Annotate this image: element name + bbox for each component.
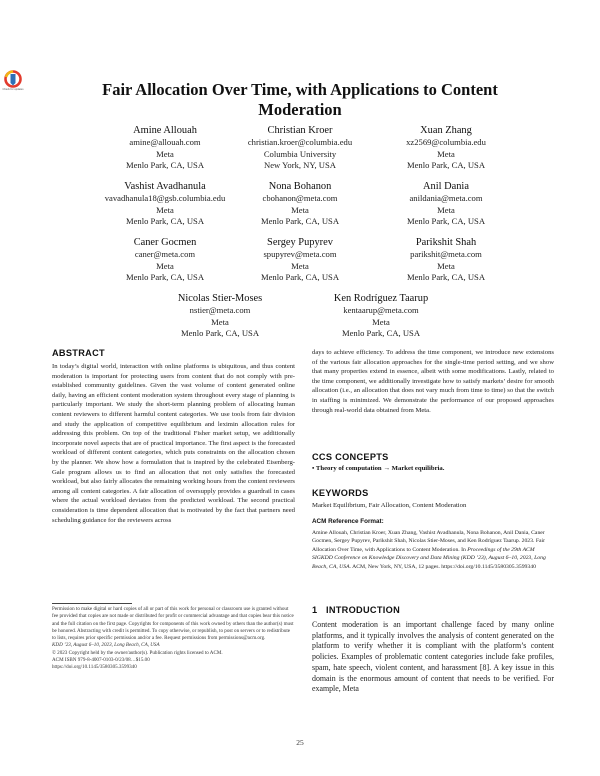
- author-block: [222, 124, 378, 172]
- author-location: Menlo Park, CA, USA: [260, 272, 340, 283]
- author-email[interactable]: amine@allouah.com: [129, 137, 201, 147]
- permission-notice: Permission to make digital or hard copies of all or part of this work for personal or classroom use is granted without fee provided that copies are not made or distributed for profit or commercial advantage and that copies bear this notice and the full citation on the first page. Copyrights for components of this work owned by others than the author(s) must be honored. Abstracting with credit is permitted. To copy otherwise, or republish, to post on servers or to redistribute to lists, requires prior specific permission and/or a fee. Request permissions from permissions@acm.org.: [52, 606, 294, 642]
- author-affiliation: Meta: [291, 260, 309, 271]
- author-affiliation: Meta: [291, 204, 309, 215]
- author-location: Menlo Park, CA, USA: [180, 328, 260, 339]
- author-affiliation: Columbia University: [263, 148, 337, 159]
- keywords-heading: KEYWORDS: [312, 488, 369, 498]
- keywords-list: Market Equilibrium, Fair Allocation, Content Moderation: [312, 502, 467, 509]
- author-location: Menlo Park, CA, USA: [125, 216, 205, 227]
- isbn-line: ACM ISBN 979-8-4007-0103-0/23/08…$15.00: [52, 657, 150, 664]
- reference-format-heading: ACM Reference Format:: [312, 518, 384, 525]
- abstract-body: [52, 362, 295, 582]
- author-email[interactable]: nstier@meta.com: [189, 305, 251, 315]
- badge-label: Check for updates: [2, 88, 24, 91]
- author-block: [368, 180, 524, 228]
- reference-format-body: [312, 529, 554, 571]
- author-name: Vashist Avadhanula: [124, 181, 206, 192]
- author-location: Menlo Park, CA, USA: [406, 272, 486, 283]
- author-block: [87, 124, 243, 172]
- author-affiliation: Meta: [156, 148, 174, 159]
- page-number: 25: [296, 738, 304, 747]
- author-location: Menlo Park, CA, USA: [260, 216, 340, 227]
- author-affiliation: Meta: [437, 204, 455, 215]
- author-name: Xuan Zhang: [420, 125, 472, 136]
- introduction-body: [312, 620, 554, 695]
- update-badge-icon: [2, 70, 24, 96]
- author-name: Caner Gocmen: [133, 237, 197, 248]
- author-email[interactable]: spupyrev@meta.com: [263, 249, 337, 259]
- abstract-text-continued: days to achieve efficiency. To address the time component, we introduce new extensions of the various fair allocation approaches for the single-time period setting, and we show that many properties extend in essence, albeit with some modifications. Lastly, related to the time component, we additionally investigate how to satisfy markets’ desire for smooth allocation (i.e., an allocation that does not vary much from time to time) so that the switch in staffing is minimized. We demonstrate the performance of our proposed approaches through real-world data obtained from Meta.: [312, 349, 554, 414]
- author-email[interactable]: parikshit@meta.com: [410, 249, 482, 259]
- author-affiliation: Meta: [156, 260, 174, 271]
- reference-authors: Amine Allouah, Christian Kroer, Xuan Zhang, Vashist Avadhanula, Nona Bohanon, Anil Dania, Caner Gocmen, Sergey Pupyrev, Parikshit Shah, Nicolas Stier-Moses, and Ken Rodríguez Taarup. 2023. Fair Allocation Over Time, with Applications to Content Moderation. In: [312, 530, 546, 553]
- author-name: Parikshit Shah: [415, 237, 477, 248]
- author-email[interactable]: anildania@meta.com: [409, 193, 483, 203]
- author-affiliation: Meta: [211, 316, 229, 327]
- abstract-continuation: [312, 348, 554, 415]
- author-name: Nicolas Stier-Moses: [177, 293, 263, 304]
- author-block: [87, 236, 243, 284]
- check-for-updates-badge[interactable]: [2, 70, 24, 96]
- author-block: [87, 180, 243, 228]
- author-affiliation: Meta: [437, 148, 455, 159]
- author-block: [368, 236, 524, 284]
- author-email[interactable]: xz2569@columbia.edu: [406, 137, 486, 147]
- author-location: Menlo Park, CA, USA: [406, 160, 486, 171]
- author-name: Amine Allouah: [133, 125, 197, 136]
- paper-title: Fair Allocation Over Time, with Applications to Content Moderation: [102, 80, 498, 119]
- reference-proceedings: Proceedings of the 29th ACM SIGKDD Conference on Knowledge Discovery and Data Mining (KDD ’23), August 6–10, 2023, Long Beach, CA, USA.: [312, 546, 546, 570]
- author-block: [368, 124, 524, 172]
- author-block: [303, 292, 459, 340]
- reference-tail: ACM, New York, NY, USA, 12 pages. https://doi.org/10.1145/3580305.3599340: [351, 563, 536, 570]
- author-affiliation: Meta: [372, 316, 390, 327]
- doi-link[interactable]: https://doi.org/10.1145/3580305.3599340: [52, 664, 137, 671]
- ccs-heading: CCS CONCEPTS: [312, 452, 389, 462]
- author-email[interactable]: caner@meta.com: [134, 249, 196, 259]
- author-email[interactable]: christian.kroer@columbia.edu: [247, 137, 353, 147]
- author-block: [142, 292, 298, 340]
- author-email[interactable]: vavadhanula18@gsb.columbia.edu: [104, 193, 226, 203]
- author-affiliation: Meta: [437, 260, 455, 271]
- footnote-rule: [52, 603, 132, 604]
- author-name: Anil Dania: [423, 181, 469, 192]
- author-block: [222, 236, 378, 284]
- copyright-footnote: [52, 606, 295, 672]
- author-email[interactable]: cbohanon@meta.com: [262, 193, 338, 203]
- author-location: Menlo Park, CA, USA: [125, 272, 205, 283]
- author-location: Menlo Park, CA, USA: [125, 160, 205, 171]
- author-email[interactable]: kentaarup@meta.com: [343, 305, 419, 315]
- introduction-text: Content moderation is an important challenge faced by many online platforms, and it typically involves the analysis of content generated on the platform to verify whether it is compliant with the platform’s content policies. Examples of problematic content categories include fake profiles, spam, hate speech, violent content, and harassment [8]. A key issue in this domain is the enormous amount of content that needs to be verified. For example, Meta: [312, 620, 554, 694]
- author-location: New York, NY, USA: [264, 160, 336, 171]
- author-name: Ken Rodríguez Taarup: [333, 293, 429, 304]
- author-location: Menlo Park, CA, USA: [406, 216, 486, 227]
- author-name: Nona Bohanon: [268, 181, 332, 192]
- author-name: Christian Kroer: [267, 125, 333, 136]
- author-location: Menlo Park, CA, USA: [341, 328, 421, 339]
- introduction-heading: 1 INTRODUCTION: [312, 605, 400, 615]
- author-block: [222, 180, 378, 228]
- conference-line: KDD ’23, August 6–10, 2023, Long Beach, CA, USA: [52, 642, 160, 649]
- copyright-line: © 2023 Copyright held by the owner/author(s). Publication rights licensed to ACM.: [52, 649, 223, 656]
- ccs-concepts: • Theory of computation → Market equilibria.: [312, 465, 445, 472]
- abstract-heading: ABSTRACT: [52, 348, 105, 358]
- abstract-text: In today’s digital world, interaction with online platforms is ubiquitous, and thus content moderation is important for protecting users from content that do not comply with pre-established community guidelines. Given the vast volume of content generated online daily, having an efficient content moderation system throughout every stage of planning is particularly important. We study the short-term planning problem of allocating human content reviewers to different harmful content categories. We use tools from fair division and study the application of competitive equilibrium and leximin allocation rules for addressing this problem. On top of the traditional Fisher market setup, we additionally incorporate novel aspects that are of practical importance. The first aspect is the forecasted workload of different content categories, which puts constraints on the allocation chosen by the planner. We show how a formulation that is inspired by the celebrated Eisenberg-Gale program allows us to find an allocation that not only satisfies the forecasted workload, but also fairly allocates the remaining working hours from the content reviewers among all content categories. A fair allocation of oversupply provides a guardrail in cases where the actual workload deviates from the predicted workload. The second practical consideration is time dependent allocation that is motivated by the fact that partners need scheduling guidance for the reviewers across: [52, 363, 295, 524]
- author-affiliation: Meta: [156, 204, 174, 215]
- author-name: Sergey Pupyrev: [267, 237, 333, 248]
